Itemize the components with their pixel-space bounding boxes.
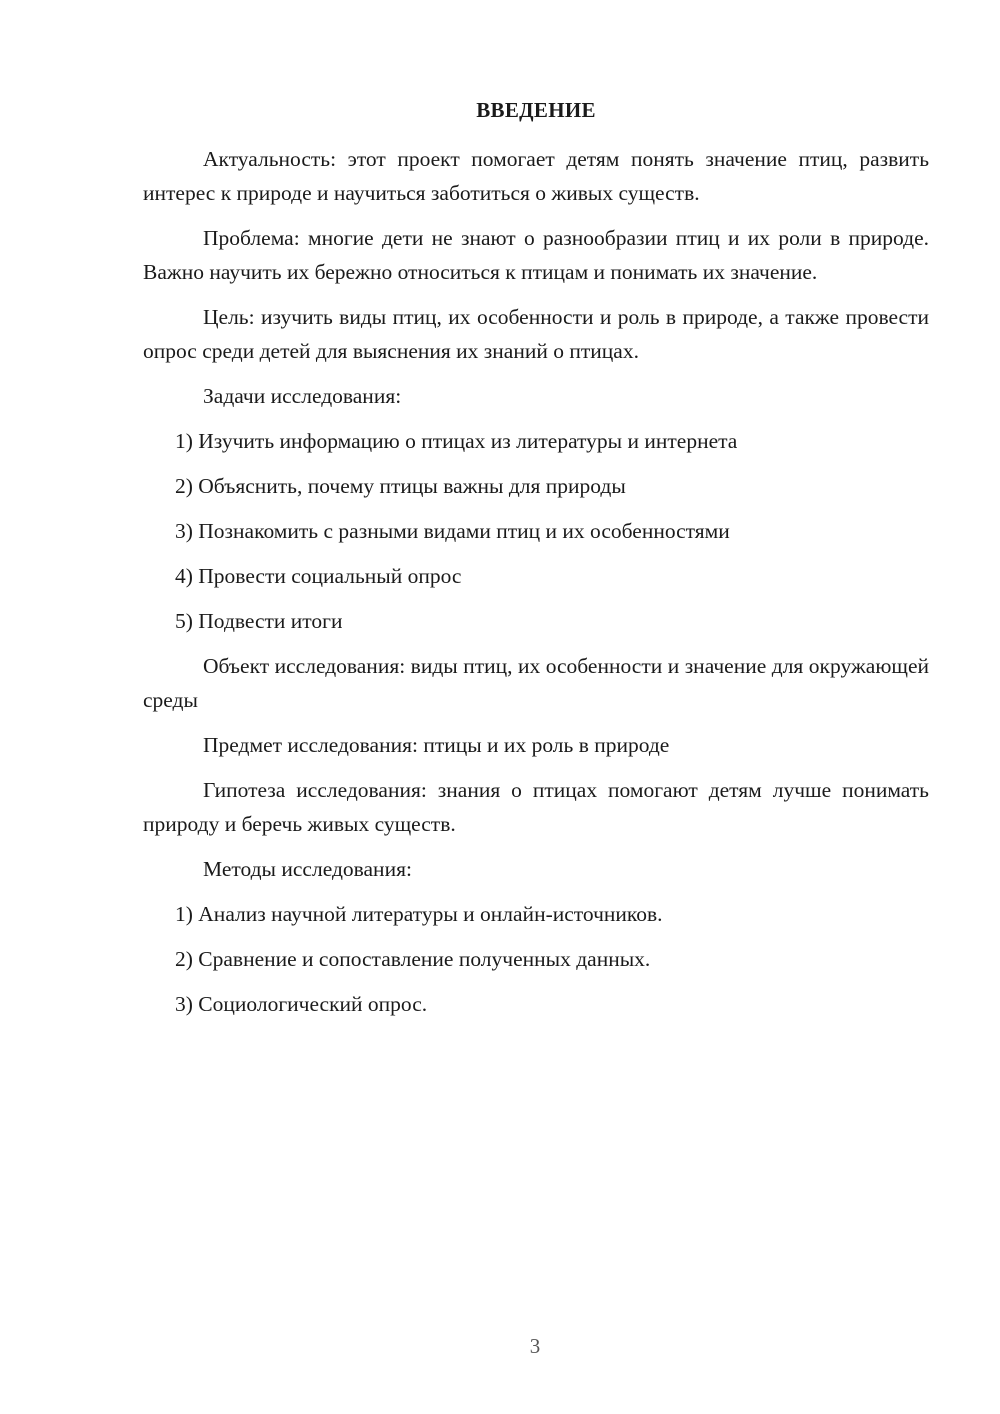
tasks-heading: Задачи исследования: bbox=[203, 384, 402, 408]
object-paragraph: Объект исследования: виды птиц, их особенности и значение для окружающей среды bbox=[143, 654, 929, 712]
method-item: 1) Анализ научной литературы и онлайн-источников. bbox=[175, 902, 663, 926]
problem-paragraph: Проблема: многие дети не знают о разнообразии птиц и их роли в природе. Важно научить их бережно относиться к птицам и понимать их значение. bbox=[143, 226, 929, 284]
method-item: 3) Социологический опрос. bbox=[175, 992, 428, 1016]
task-item: 1) Изучить информацию о птицах из литературы и интернета bbox=[175, 429, 738, 453]
method-item: 2) Сравнение и сопоставление полученных данных. bbox=[175, 947, 651, 971]
relevance-paragraph: Актуальность: этот проект помогает детям понять значение птиц, развить интерес к природе и научиться заботиться о живых существ. bbox=[143, 147, 929, 205]
page-number: 3 bbox=[529, 1334, 541, 1358]
task-item: 4) Провести социальный опрос bbox=[175, 564, 462, 588]
goal-paragraph: Цель: изучить виды птиц, их особенности и роль в природе, а также провести опрос среди детей для выяснения их знаний о птицах. bbox=[143, 305, 929, 363]
task-item: 2) Объяснить, почему птицы важны для природы bbox=[175, 474, 626, 498]
methods-heading: Методы исследования: bbox=[203, 857, 412, 881]
hypothesis-paragraph: Гипотеза исследования: знания о птицах помогают детям лучше понимать природу и беречь живых существ. bbox=[143, 778, 929, 836]
page-content bbox=[143, 96, 929, 1032]
page-title: ВВЕДЕНИЕ bbox=[476, 98, 596, 122]
subject-paragraph: Предмет исследования: птицы и их роль в природе bbox=[203, 733, 670, 757]
task-item: 5) Подвести итоги bbox=[175, 609, 343, 633]
task-item: 3) Познакомить с разными видами птиц и их особенностями bbox=[175, 519, 730, 543]
